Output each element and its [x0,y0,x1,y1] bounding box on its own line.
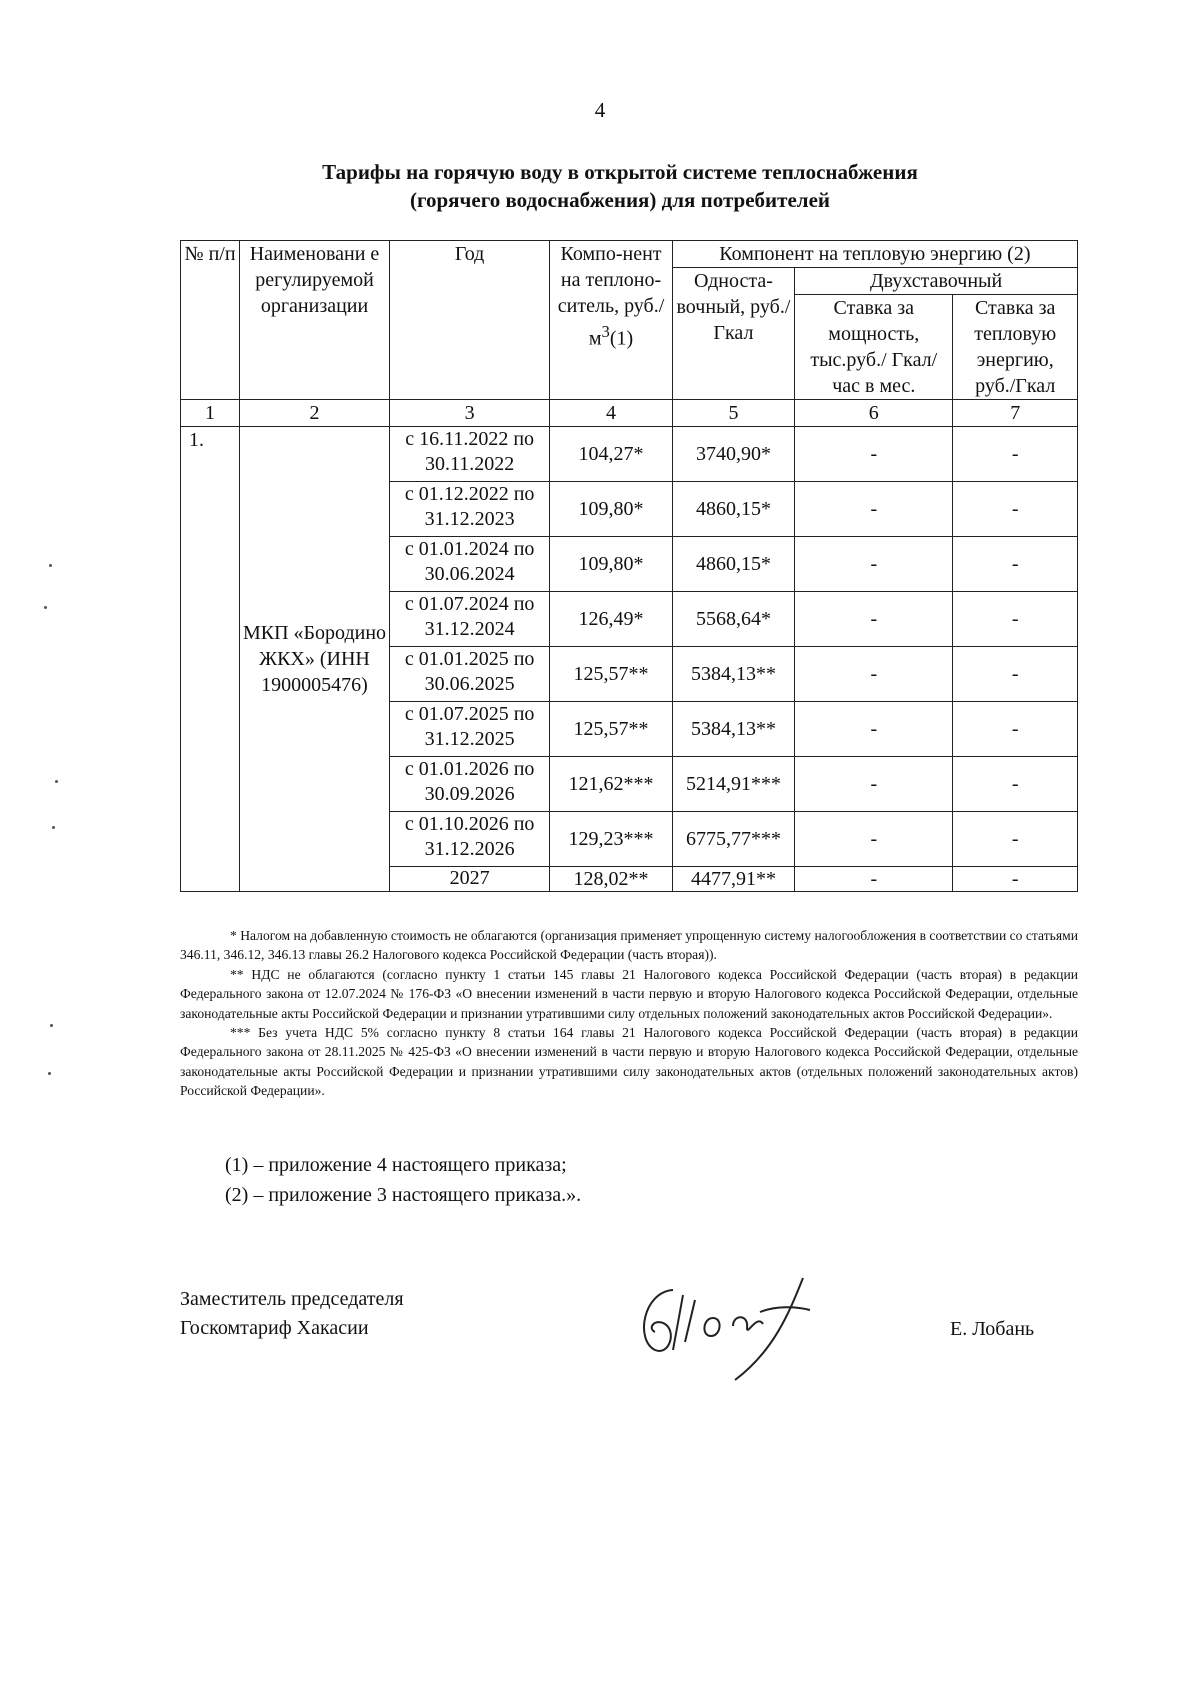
energy-rate-value: - [953,647,1078,702]
header-energy-rate: Ставка за тепловую энергию, руб./Гкал [953,295,1078,400]
energy-rate-value: - [953,427,1078,482]
period-start: с 16.11.2022 по [405,428,535,450]
carrier-value: 129,23*** [550,812,672,867]
header-single-rate: Односта-вочный, руб./Гкал [672,268,794,400]
period-end: 31.12.2026 [424,838,515,860]
capacity-value: - [795,757,953,812]
period-cell [389,647,549,702]
page-number: 4 [594,98,606,122]
period-cell [389,482,549,537]
period-end: 31.12.2024 [424,618,515,640]
period-start: с 01.10.2026 по [404,813,535,835]
column-number: 6 [795,400,953,427]
period-end: 30.11.2022 [425,453,515,475]
period-end: 31.12.2023 [424,508,515,530]
carrier-value: 109,80* [550,482,672,537]
capacity-value: - [795,702,953,757]
column-number: 7 [953,400,1078,427]
header-year: Год [389,241,549,400]
capacity-value: - [795,537,953,592]
document-title [180,158,1060,214]
column-number: 4 [550,400,672,427]
footnote: * Налогом на добавленную стоимость не облагаются (организация применяет упрощенную систему налогообложения в соответствии со статьями 346.11, 346.12, 346.13 главы 26.2 Налогового кодекса Российской Федерации (часть вторая)). [180,928,1078,963]
capacity-value: - [795,427,953,482]
scan-speck [44,606,47,609]
handwritten-signature [625,1270,875,1390]
carrier-value: 104,27* [550,427,672,482]
title-line-1: Тарифы на горячую воду в открытой системе теплоснабжения [322,160,918,184]
period-cell [389,592,549,647]
period-cell [389,427,549,482]
carrier-value: 125,57** [550,702,672,757]
period-cell: 2027 [389,867,549,892]
footnotes [180,926,1078,1101]
single-rate-value: 4477,91** [672,867,794,892]
period-end: 30.06.2025 [424,673,515,695]
carrier-value: 125,57** [550,647,672,702]
title-line-2: (горячего водоснабжения) для потребителей [409,188,830,212]
energy-rate-value: - [953,537,1078,592]
scan-speck [49,564,52,567]
scan-speck [52,826,55,829]
energy-rate-value: - [953,757,1078,812]
header-carrier [550,241,672,400]
period-cell [389,537,549,592]
reference-item: (1) – приложение 4 настоящего приказа; [225,1154,567,1176]
signatory-position [180,1285,404,1343]
header-carrier-tail: (1) [609,327,634,350]
carrier-value: 121,62*** [550,757,672,812]
header-capacity-rate: Ставка за мощность, тыс.руб./ Гкал/час в мес. [795,295,953,400]
period-cell [389,757,549,812]
energy-rate-value: - [953,812,1078,867]
period-start: с 01.01.2026 по [404,758,535,780]
header-two-rate: Двухставочный [795,268,1078,295]
header-org: Наименовани е регулируемой организации [240,241,390,400]
period-start: с 01.12.2022 по [404,483,535,505]
period-cell [389,702,549,757]
column-number: 3 [389,400,549,427]
period-end: 31.12.2025 [424,728,515,750]
organization-name: МКП «Бородино ЖКХ» (ИНН 1900005476) [240,427,390,892]
single-rate-value: 5384,13** [672,647,794,702]
signatory-name: Е. Лобань [950,1318,1035,1340]
period-cell [389,812,549,867]
scan-speck [48,1072,51,1075]
position-line-1: Заместитель председателя [180,1288,404,1310]
single-rate-value: 5568,64* [672,592,794,647]
period-start: с 01.07.2024 по [404,593,535,615]
capacity-value: - [795,812,953,867]
carrier-value: 126,49* [550,592,672,647]
capacity-value: - [795,592,953,647]
period-end: 30.09.2026 [424,783,515,805]
single-rate-value: 3740,90* [672,427,794,482]
energy-rate-value: - [953,592,1078,647]
column-number: 5 [672,400,794,427]
energy-rate-value: - [953,482,1078,537]
energy-rate-value: - [953,867,1078,892]
references [225,1150,925,1210]
carrier-value: 128,02** [550,867,672,892]
single-rate-value: 5384,13** [672,702,794,757]
single-rate-value: 6775,77*** [672,812,794,867]
footnote: *** Без учета НДС 5% согласно пункту 8 статьи 164 главы 21 Налогового кодекса Российской Федерации (часть вторая) в редакции Федерального закона от 28.11.2025 № 425-ФЗ «О внесении изменений в части первую и вторую Налогового кодекса Российской Федерации, отдельные законодательные акты Российской Федерации и признании утратившими силу законодательных актов (отдельных положений законодательных актов) Российской Федерации». [180,1025,1078,1099]
footnote: ** НДС не облагаются (согласно пункту 1 статьи 145 главы 21 Налогового кодекса Российской Федерации (часть вторая) в редакции Федерального закона от 12.07.2024 № 176-ФЗ «О внесении изменений в части первую и вторую Налогового кодекса Российской Федерации, отдельные законодательные акты Российской Федерации и признании утратившими силу отдельных положений законодательных актов Российской Федерации». [180,966,1078,1021]
header-carrier-sup: 3 [601,322,610,341]
scan-speck [55,780,58,783]
period-start: с 01.01.2025 по [404,648,535,670]
capacity-value: - [795,867,953,892]
energy-rate-value: - [953,702,1078,757]
header-num: № п/п [181,241,240,400]
single-rate-value: 4860,15* [672,537,794,592]
table-row [181,427,1078,482]
header-energy-group: Компонент на тепловую энергию (2) [672,241,1077,268]
single-rate-value: 4860,15* [672,482,794,537]
capacity-value: - [795,647,953,702]
period-start: с 01.01.2024 по [404,538,535,560]
tariff-table [180,240,1078,892]
header-carrier-text: Компо-нент на теплоно-ситель, руб./м [557,243,665,350]
capacity-value: - [795,482,953,537]
carrier-value: 109,80* [550,537,672,592]
header-row-1 [181,241,1078,268]
row-number: 1. [181,427,240,892]
column-number: 2 [240,400,390,427]
column-number: 1 [181,400,240,427]
period-end: 30.06.2024 [424,563,515,585]
single-rate-value: 5214,91*** [672,757,794,812]
column-number-row [181,400,1078,427]
period-start: с 01.07.2025 по [404,703,535,725]
reference-item: (2) – приложение 3 настоящего приказа.». [225,1184,582,1206]
position-line-2: Госкомтариф Хакасии [180,1317,369,1339]
scan-speck [50,1024,53,1027]
